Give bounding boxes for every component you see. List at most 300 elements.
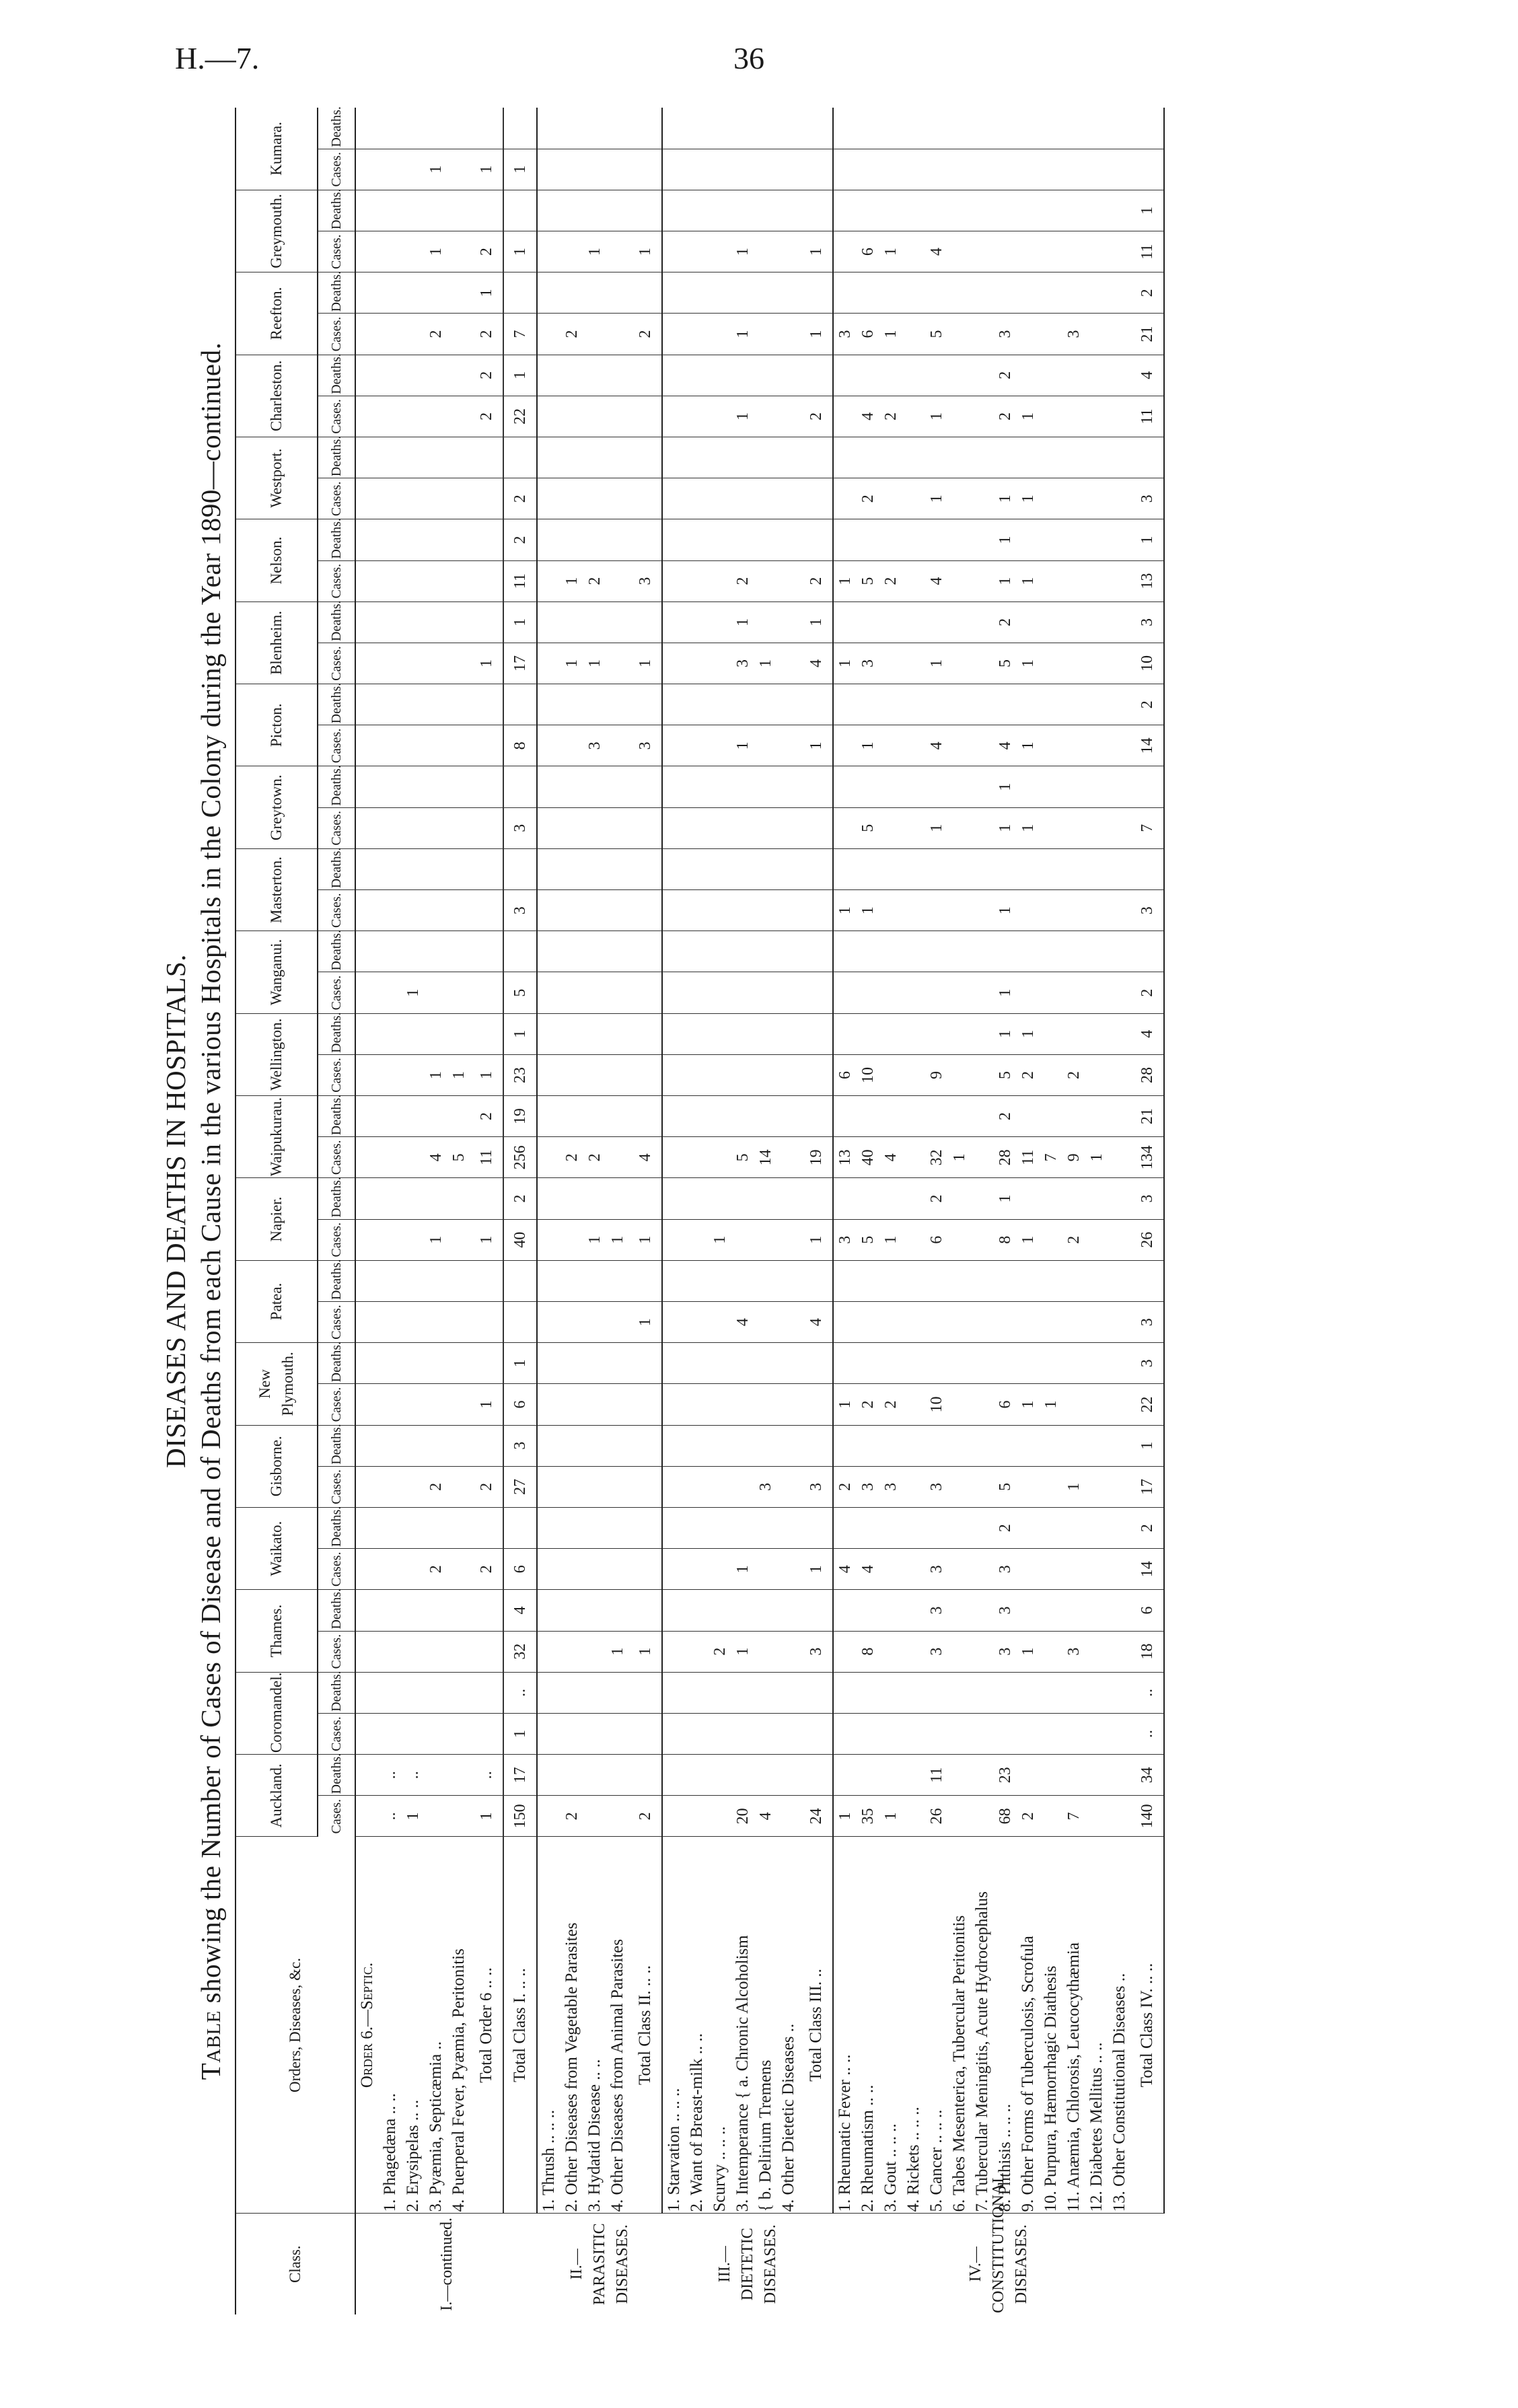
cases-cell [709,1054,731,1095]
deaths-cell [425,1425,447,1466]
cases-cell [754,1631,777,1672]
cases-cell [948,1796,971,1837]
deaths-cell [425,1672,447,1713]
deaths-cell [754,1425,777,1466]
deaths-cell [925,1260,948,1301]
deaths-cell [470,931,503,972]
cases-cell: 4 [857,1549,879,1590]
deaths-cell [583,355,606,396]
cases-cell [537,643,561,684]
deaths-cell: 23 [994,1755,1017,1796]
deaths-cell [948,190,971,231]
cases-cell: 1 [561,560,583,601]
deaths-cell [355,190,379,231]
deaths-cell: 17 [503,1755,537,1796]
cases-cell [1040,890,1062,931]
deaths-cell [800,190,833,231]
deaths-cell [686,1178,709,1219]
deaths-cell [754,355,777,396]
deaths-cell [731,766,754,807]
total-row [503,108,537,2314]
deaths-cell [447,601,470,643]
deaths-cell [925,437,948,478]
disease-label: 6. Tabes Mesenterica, Tubercular Peritonitis [950,1915,968,2212]
cases-cell [833,149,857,190]
deaths-cell [447,1178,470,1219]
deaths-cell [537,355,561,396]
hospital-header: Greytown. [236,766,318,848]
deaths-cell [379,1425,402,1466]
cases-cell: 4 [731,1301,754,1342]
cases-cell [686,1466,709,1507]
deaths-cell [470,1672,503,1713]
cases-cell [754,149,777,190]
deaths-cell [948,601,971,643]
deaths-cell [662,437,686,478]
cases-cell: 1 [1017,396,1040,437]
deaths-cell [1062,519,1085,560]
cases-cell [537,314,561,355]
deaths-cell [561,766,583,807]
cases-cell: 2 [800,396,833,437]
deaths-cell [1108,848,1131,889]
cases-cell: 11 [1017,1137,1040,1178]
cases-cell: 4 [629,1137,662,1178]
cases-cell [777,478,800,519]
cases-cell [1017,1301,1040,1342]
cases-cell [1085,1631,1108,1672]
deaths-cell [1062,1178,1085,1219]
cases-cell [777,1137,800,1178]
cases-cell [1017,314,1040,355]
deaths-cell [355,684,379,725]
cases-cell [1085,149,1108,190]
cases-cell [948,1384,971,1425]
cases-cell [686,1054,709,1095]
deaths-cell [503,766,537,807]
cases-cell: 1 [629,1631,662,1672]
cases-cell [355,890,379,931]
cases-cell: 2 [857,1384,879,1425]
deaths-cell [709,272,731,314]
deaths-cell [902,931,925,972]
deaths-cell [1040,684,1062,725]
deaths-cell [425,437,447,478]
deaths-cell [1062,108,1085,149]
deaths-cell [948,1590,971,1631]
cases-cell: 9 [925,1054,948,1095]
cases-cell: 1 [709,1219,731,1260]
cases-cell [879,1549,902,1590]
deaths-cell [857,1096,879,1137]
cases-cell [425,1631,447,1672]
deaths-cell [561,1096,583,1137]
deaths-cell [1108,1096,1131,1137]
cases-cell [402,1466,425,1507]
deaths-cell [857,108,879,149]
cases-cell: 2 [994,396,1017,437]
deaths-cell [379,272,402,314]
cases-cell [686,1631,709,1672]
cases-cell [606,1796,629,1837]
deaths-cell [537,437,561,478]
deaths-cell [402,190,425,231]
cases-cell [857,1713,879,1754]
deaths-cell [1062,1096,1085,1137]
deaths-cell [537,1013,561,1054]
deaths-cell [583,601,606,643]
cases-cell [470,1631,503,1672]
deaths-cell [379,848,402,889]
disease-label: 13. Other Constitutional Diseases .. [1110,1973,1128,2212]
cases-cell: 6 [925,1219,948,1260]
cases-cell [1062,1549,1085,1590]
deaths-cell [686,931,709,972]
deaths-cell [1017,1425,1040,1466]
deaths-cell [629,601,662,643]
cases-cell [606,1713,629,1754]
deaths-cell [971,1507,994,1548]
deaths-cell [470,848,503,889]
deaths-cell [1040,437,1062,478]
cases-cell [583,807,606,848]
cases-cell [1108,890,1131,931]
cases-cell: 7 [1040,1137,1062,1178]
deaths-cell [777,1672,800,1713]
cases-cell [425,807,447,848]
deaths-cell [561,684,583,725]
deaths-cell [833,1013,857,1054]
orders-column-header: Orders, Diseases, &c. [236,1837,355,2214]
cases-cell [379,1137,402,1178]
cases-cell [379,478,402,519]
cases-cell: 1 [1017,1219,1040,1260]
deaths-cell [994,190,1017,231]
hospital-header: Westport. [236,437,318,519]
deaths-cell [379,1178,402,1219]
table-row [1085,108,1108,2314]
deaths-cell [879,848,902,889]
cases-cell: 1 [1017,807,1040,848]
cases-cell [971,972,994,1013]
deaths-cell [686,272,709,314]
deaths-cell [447,1260,470,1301]
deaths-cell [447,108,470,149]
cases-cell [561,807,583,848]
cases-cell [447,231,470,272]
cases-cell [948,972,971,1013]
cases-cell [402,725,425,766]
deaths-subheader: Deaths. [318,108,355,149]
cases-cell [1085,1796,1108,1837]
deaths-cell [1040,1096,1062,1137]
cases-cell [1085,1384,1108,1425]
deaths-cell [731,519,754,560]
deaths-cell [1131,437,1164,478]
deaths-cell [1108,272,1131,314]
hospital-header: Waikato. [236,1507,318,1589]
deaths-cell [537,684,561,725]
deaths-cell [1040,766,1062,807]
deaths-cell [902,519,925,560]
deaths-cell [662,1096,686,1137]
cases-cell [355,478,379,519]
deaths-cell [402,848,425,889]
cases-cell [447,1631,470,1672]
deaths-cell [583,1343,606,1384]
cases-subheader: Cases. [318,314,355,355]
cases-cell: 13 [833,1137,857,1178]
deaths-cell [1040,1755,1062,1796]
cases-subheader: Cases. [318,890,355,931]
deaths-cell [662,1507,686,1548]
deaths-cell [425,355,447,396]
cases-cell [994,231,1017,272]
deaths-cell [754,1755,777,1796]
cases-cell [686,1384,709,1425]
deaths-cell [561,190,583,231]
cases-cell [425,560,447,601]
cases-cell: 134 [1131,1137,1164,1178]
deaths-cell [606,1755,629,1796]
disease-label: Scurvy .. .. .. [711,2126,729,2212]
deaths-cell [994,272,1017,314]
cases-cell [879,149,902,190]
cases-cell: 1 [629,1301,662,1342]
cases-cell [606,396,629,437]
deaths-cell [777,272,800,314]
deaths-cell [402,272,425,314]
deaths-cell [662,108,686,149]
cases-cell: 1 [879,1219,902,1260]
deaths-cell [537,1425,561,1466]
cases-cell [879,643,902,684]
cases-cell [754,1384,777,1425]
deaths-cell [709,931,731,972]
cases-cell [948,149,971,190]
deaths-subheader: Deaths. [318,1260,355,1301]
cases-subheader: Cases. [318,1713,355,1754]
cases-cell [925,972,948,1013]
deaths-cell [1040,190,1062,231]
cases-cell [971,890,994,931]
cases-cell [857,1301,879,1342]
cases-cell: 2 [470,396,503,437]
cases-cell [503,1301,537,1342]
deaths-cell [833,437,857,478]
deaths-cell [583,1755,606,1796]
cases-cell [800,149,833,190]
deaths-cell [948,1507,971,1548]
cases-cell: 6 [857,231,879,272]
cases-cell [662,1466,686,1507]
cases-cell: 3 [833,314,857,355]
deaths-cell [662,848,686,889]
cases-cell [902,1796,925,1837]
deaths-cell [561,1260,583,1301]
cases-cell [754,560,777,601]
cases-cell: 28 [1131,1054,1164,1095]
hospital-header: Wanganui. [236,931,318,1013]
deaths-cell [379,437,402,478]
deaths-cell [948,1672,971,1713]
deaths-cell [1131,931,1164,972]
deaths-cell [1085,190,1108,231]
cases-cell [1085,1549,1108,1590]
cases-cell: 11 [1131,231,1164,272]
deaths-cell [800,1672,833,1713]
disease-label: Total Class IV. .. .. [1131,1837,1164,2214]
deaths-cell [1017,1178,1040,1219]
deaths-cell [879,108,902,149]
deaths-cell [1085,1507,1108,1548]
hospital-header: Nelson. [236,519,318,601]
cases-cell [355,149,379,190]
deaths-cell [662,1590,686,1631]
deaths-cell [402,1178,425,1219]
cases-cell: 4 [833,1549,857,1590]
cases-cell [402,478,425,519]
cases-cell [1040,643,1062,684]
deaths-cell [629,190,662,231]
disease-label: Total Class III. .. [800,1837,833,2214]
cases-cell: 1 [425,231,447,272]
deaths-cell [994,1343,1017,1384]
deaths-cell [902,1425,925,1466]
cases-cell [777,1054,800,1095]
deaths-cell [754,1590,777,1631]
class-label: II.—PARASITIC DISEASES. [537,2214,662,2314]
deaths-subheader: Deaths. [318,848,355,889]
cases-cell [537,890,561,931]
cases-cell: 8 [503,725,537,766]
deaths-cell [948,437,971,478]
deaths-cell: 1 [994,766,1017,807]
deaths-cell [1062,1507,1085,1548]
cases-cell [948,1301,971,1342]
deaths-cell [709,766,731,807]
cases-cell: 5 [857,560,879,601]
cases-cell [425,1796,447,1837]
deaths-subheader: Deaths. [318,1507,355,1548]
cases-cell [902,1137,925,1178]
cases-cell: 2 [503,478,537,519]
deaths-cell [606,519,629,560]
cases-cell [1017,1713,1040,1754]
cases-cell [1062,972,1085,1013]
deaths-cell [583,519,606,560]
cases-cell [754,396,777,437]
deaths-subheader: Deaths. [318,1755,355,1796]
cases-subheader: Cases. [318,149,355,190]
deaths-cell [925,1425,948,1466]
deaths-cell [686,1425,709,1466]
deaths-cell [447,355,470,396]
deaths-cell [833,1425,857,1466]
deaths-cell [1040,1425,1062,1466]
cases-cell [606,314,629,355]
cases-cell [1062,725,1085,766]
deaths-cell: 3 [925,1590,948,1631]
cases-cell [902,1549,925,1590]
deaths-cell [379,1672,402,1713]
cases-cell [1040,231,1062,272]
deaths-cell [754,1013,777,1054]
cases-cell [971,1549,994,1590]
cases-cell [731,1713,754,1754]
cases-cell: 11 [503,560,537,601]
deaths-cell: .. [470,1755,503,1796]
cases-cell [379,725,402,766]
cases-cell: 5 [925,314,948,355]
deaths-cell [1017,437,1040,478]
deaths-cell [686,1507,709,1548]
cases-cell [561,890,583,931]
cases-cell [583,1301,606,1342]
table-row [902,108,925,2314]
deaths-cell [902,355,925,396]
deaths-cell [857,1425,879,1466]
hospital-header: Thames. [236,1590,318,1672]
total-row [629,108,662,2314]
cases-cell [971,560,994,601]
deaths-cell [1017,1096,1040,1137]
deaths-cell [709,601,731,643]
cases-cell [1062,643,1085,684]
cases-cell [447,1796,470,1837]
disease-label: 3. Intemperance { a. Chronic Alcoholism [733,1935,752,2212]
deaths-cell [800,108,833,149]
deaths-cell [800,355,833,396]
disease-label: 1. Rheumatic Fever .. .. [833,1837,857,2214]
deaths-cell [583,1260,606,1301]
hospital-header: Charleston. [236,355,318,437]
cases-cell [537,478,561,519]
cases-cell: 1 [731,314,754,355]
cases-cell: 1 [731,1549,754,1590]
cases-cell [447,560,470,601]
deaths-cell [994,931,1017,972]
cases-cell [379,314,402,355]
cases-subheader: Cases. [318,231,355,272]
deaths-cell [355,601,379,643]
deaths-cell [447,190,470,231]
deaths-cell [606,1672,629,1713]
deaths-cell [754,766,777,807]
cases-cell [1108,560,1131,601]
deaths-cell: 1 [994,1178,1017,1219]
deaths-subheader: Deaths. [318,355,355,396]
deaths-cell [606,272,629,314]
table-row [1108,108,1131,2314]
deaths-cell [662,684,686,725]
cases-cell [1108,1466,1131,1507]
cases-cell: 1 [994,560,1017,601]
deaths-cell [662,1013,686,1054]
deaths-cell [1017,1590,1040,1631]
hospital-header: Napier. [236,1178,318,1260]
deaths-cell [777,1590,800,1631]
deaths-cell [709,1590,731,1631]
cases-cell [355,1713,379,1754]
deaths-cell [857,684,879,725]
cases-cell: 10 [857,1054,879,1095]
cases-cell [447,807,470,848]
cases-cell: 19 [800,1137,833,1178]
deaths-cell [402,1096,425,1137]
deaths-cell [1108,1178,1131,1219]
cases-cell [1085,1466,1108,1507]
